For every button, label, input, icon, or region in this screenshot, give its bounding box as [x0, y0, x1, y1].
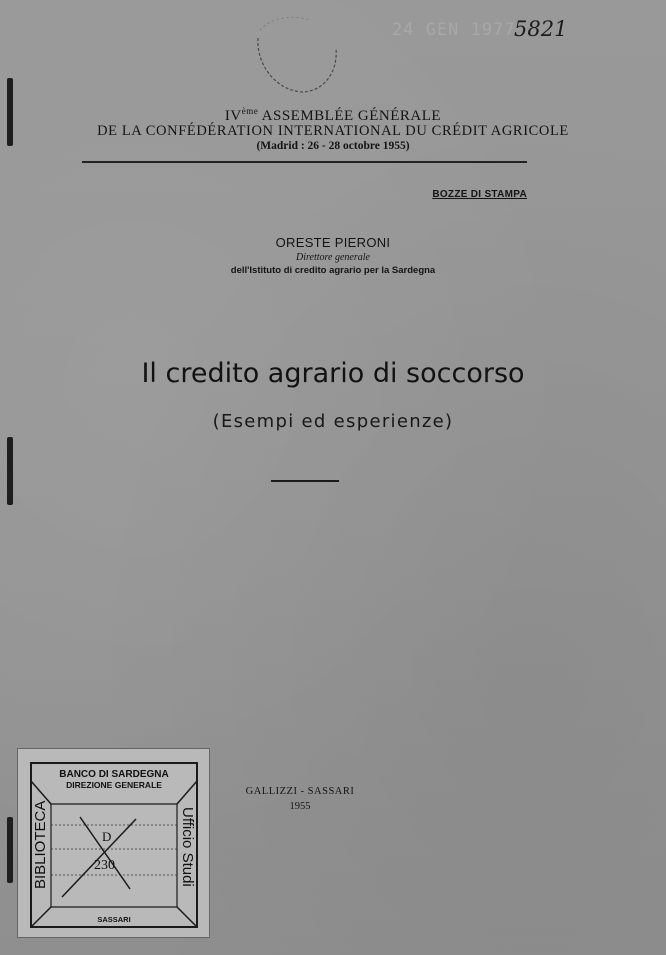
place-dates: (Madrid : 26 - 28 octobre 1955) — [256, 140, 410, 152]
stamp-biblioteca: BIBLIOTECA — [32, 800, 49, 889]
stamp-direction: DIREZIONE GENERALE — [66, 780, 162, 790]
publication-year: 1955 — [289, 801, 311, 812]
stamp-letter: D — [102, 829, 112, 844]
faint-seal-icon — [240, 8, 345, 100]
library-label — [17, 748, 210, 938]
date-stamp: 24 GEN 1977 — [392, 20, 516, 40]
publisher: GALLIZZI - SASSARI — [245, 786, 355, 797]
confederation-heading: DE LA CONFÉDÉRATION INTERNATIONAL DU CRÉDIT AGRICOLE — [97, 123, 569, 139]
assembly-ordinal: IV — [224, 108, 242, 124]
document-title: Il credito agrario di soccorso — [141, 358, 525, 389]
stamp-city: SASSARI — [97, 915, 131, 924]
staple-bottom — [7, 817, 13, 883]
inventory-number: 5821 — [514, 17, 568, 41]
author-name: ORESTE PIERONI — [275, 235, 391, 250]
assembly-name: ASSEMBLÉE GÉNÉRALE — [258, 108, 442, 124]
stamp-bank-name: BANCO DI SARDEGNA — [59, 769, 169, 780]
stamp-ufficio-studi: Ufficio Studi — [179, 807, 196, 887]
author-institution: dell'Istituto di credito agrario per la Sardegna — [230, 265, 436, 276]
assembly-ordinal-suffix: ème — [241, 106, 259, 116]
proof-label: BOZZE DI STAMPA — [432, 189, 527, 200]
staple-middle — [7, 437, 13, 505]
author-role: Direttore generale — [296, 252, 370, 263]
library-stamp-icon — [18, 749, 209, 937]
document-subtitle: (Esempi ed esperienze) — [212, 411, 454, 432]
title-rule — [271, 480, 339, 482]
stamp-number: 230 — [94, 858, 115, 873]
header-rule — [82, 161, 527, 163]
